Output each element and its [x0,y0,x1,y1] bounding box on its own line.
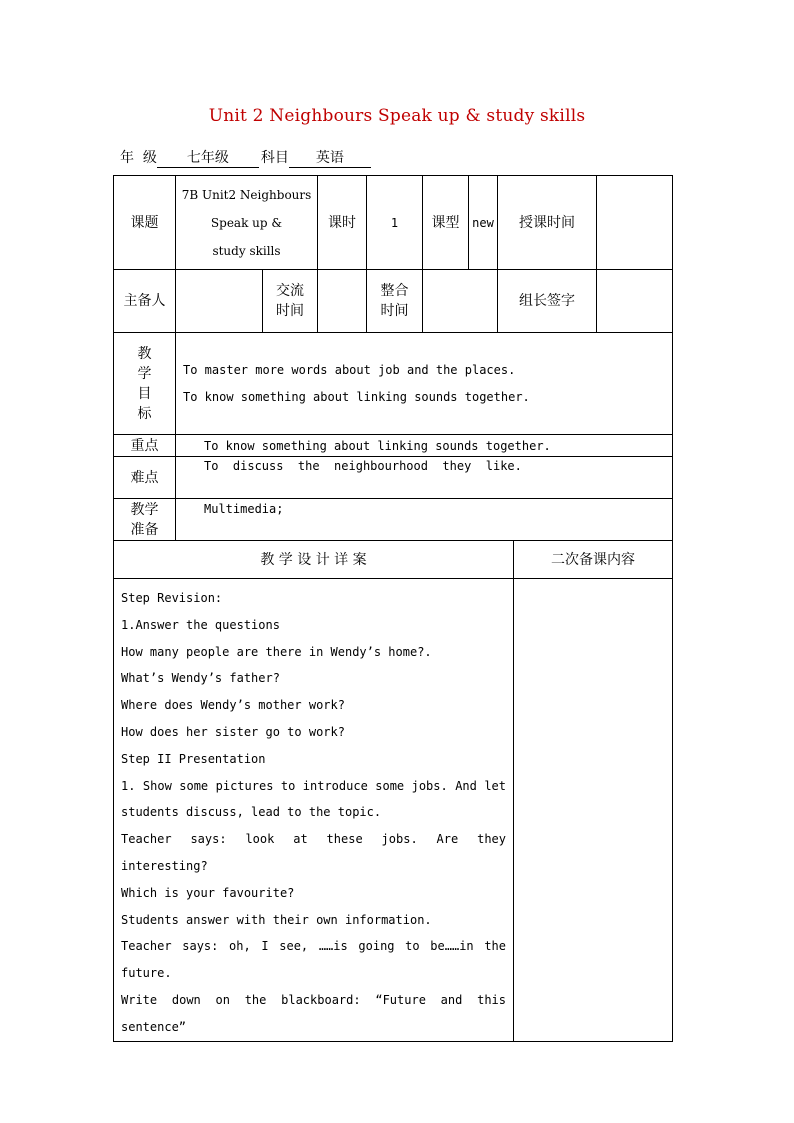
topic-line: study skills [212,243,281,258]
topic-line: Speak up & [210,215,283,230]
topic-value [176,176,318,270]
lesson-line: future. [121,966,172,981]
secondary-prep-heading: 二次备课内容 [514,541,673,579]
exchange-label-line: 交流 [276,283,304,299]
periods-label: 课时 [318,176,367,270]
lesson-line: students discuss, lead to the topic. [121,805,382,820]
lesson-line: 1. Show some pictures to introduce some jobs. And let [121,778,506,793]
topic-line: 7B Unit2 Neighbours [181,187,312,202]
lesson-line: How many people are there in Wendy’s home?. [121,644,432,659]
lesson-line: What’s Wendy’s father? [121,671,280,686]
sign-label: 组长签字 [498,270,597,333]
design-body-row [114,579,673,1042]
design-table [113,540,673,1042]
exchange-value [318,270,367,333]
preparation-row [114,499,673,541]
lesson-steps [114,579,514,1042]
objectives-row [114,333,673,435]
subject-value: 英语 [289,150,371,168]
grade-label: 年 级 [120,150,157,166]
lead-value [176,270,263,333]
lead-label: 主备人 [114,270,176,333]
exchange-label-line: 时间 [276,303,304,319]
lesson-info-table [113,175,673,541]
prep-row [114,270,673,333]
document-title: Unit 2 Neighbours Speak up & study skills [208,106,586,126]
lesson-line: Where does Wendy’s mother work? [121,698,345,713]
subject-label: 科目 [260,150,289,166]
topic-label: 课题 [114,176,176,270]
objective-line: To know something about linking sounds together. [183,389,530,404]
lesson-line: sentence” [121,1019,187,1034]
integrate-label [367,270,423,333]
lesson-line: Teacher says: look at these jobs. Are they interesting? [121,832,506,873]
time-value [597,176,673,270]
objectives-label-char: 学 [137,365,152,382]
objectives-label-char: 标 [137,405,152,422]
difficult-points-text: To discuss the neighbourhood they like. [176,457,673,499]
time-label: 授课时间 [498,176,597,270]
objective-line: To master more words about job and the places. [183,362,516,377]
objectives-label [114,333,176,435]
lesson-line: Students answer with their own information. [121,912,432,927]
preparation-text: Multimedia; [176,499,673,541]
integrate-value [423,270,498,333]
lesson-line: How does her sister go to work? [121,724,345,739]
objectives-text [176,333,673,435]
objectives-label-char: 目 [137,385,152,402]
lesson-line: Which is your favourite? [121,885,295,900]
type-value: new [469,176,498,270]
preparation-label-line: 准备 [130,521,159,538]
exchange-label [263,270,318,333]
design-heading: 教 学 设 计 详 案 [114,541,514,579]
secondary-prep-content [514,579,673,1042]
type-label: 课型 [423,176,469,270]
design-heading-row [114,541,673,579]
lesson-line: Teacher says: oh, I see, ……is going to be……in the [121,939,506,954]
objectives-label-char: 教 [137,345,152,362]
course-meta-line [120,147,371,168]
grade-value: 七年级 [157,150,259,168]
key-points-row [114,435,673,457]
periods-value: 1 [367,176,423,270]
integrate-label-line: 整合 [380,283,409,299]
lesson-line: Step II Presentation [121,751,266,766]
integrate-label-line: 时间 [380,303,409,319]
difficult-points-label: 难点 [114,457,176,499]
lesson-line: Write down on the blackboard: “Future and this [121,992,506,1007]
difficult-points-row [114,457,673,499]
lesson-line: 1.Answer the questions [121,617,280,632]
sign-value [597,270,673,333]
key-points-label: 重点 [114,435,176,457]
preparation-label [114,499,176,541]
lesson-plan-sheet [113,175,672,1042]
lesson-line: Step Revision: [121,591,223,605]
key-points-text: To know something about linking sounds together. [176,435,673,457]
topic-row [114,176,673,270]
preparation-label-line: 教学 [130,501,159,518]
